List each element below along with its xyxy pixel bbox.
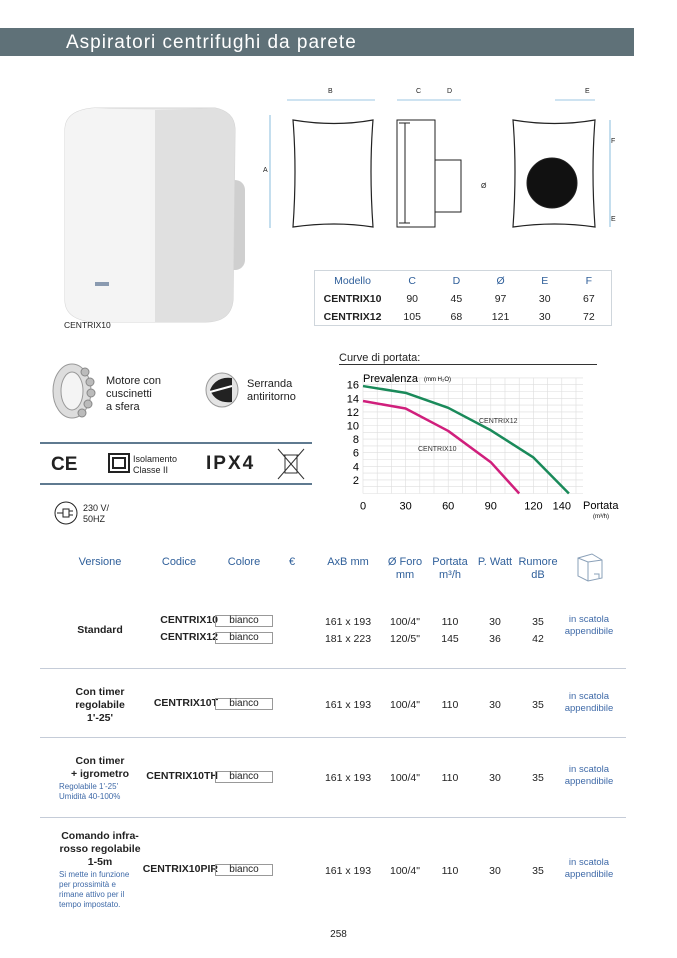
packaging-note: in scatola appendibile — [564, 614, 614, 637]
cell: 121 — [491, 310, 510, 323]
series-label: CENTRIX10 — [418, 446, 457, 453]
col-diam: Ø — [496, 274, 505, 287]
foro: 100/4" — [389, 865, 420, 877]
version-note: Regolabile 1'-25' Umidità 40-100% — [59, 782, 121, 801]
col-c: C — [408, 274, 416, 287]
dimensions-header — [315, 272, 611, 289]
backdraft-damper-icon — [202, 370, 242, 410]
row-divider — [40, 668, 626, 669]
rumore: 42 — [532, 633, 544, 645]
cell: 30 — [538, 292, 551, 305]
version-note: Si mette in funzione per prossimità e rimane attivo per il tempo impostato. — [59, 870, 130, 909]
color-field: bianco — [215, 632, 273, 644]
version-label: Comando infra- rosso regolabile 1-5m — [59, 830, 141, 868]
dim-label-c: C — [416, 88, 422, 95]
rumore: 35 — [532, 772, 544, 784]
dimensions-row — [315, 290, 611, 307]
version-label: Con timer + igrometro — [70, 755, 130, 780]
version-label: Standard — [77, 624, 123, 636]
axb: 181 x 223 — [324, 633, 372, 645]
row-divider — [40, 737, 626, 738]
product-code: CENTRIX10T — [153, 697, 218, 709]
dim-label-e-bottom: E — [611, 216, 616, 223]
col-portata: Portata m³/h — [432, 556, 468, 581]
foro: 120/5" — [389, 633, 420, 645]
dim-label-b: B — [328, 88, 333, 95]
col-foro: Ø Foro mm — [387, 556, 423, 581]
cell: 30 — [538, 310, 551, 323]
cell: 97 — [494, 292, 507, 305]
watt: 30 — [489, 699, 501, 711]
flow-curve-chart — [330, 368, 630, 523]
x-tick-label: 120 — [524, 500, 543, 513]
packaging-note: in scatola appendibile — [564, 764, 614, 787]
x-tick-label: 30 — [399, 500, 412, 513]
product-code: CENTRIX10TH — [146, 770, 218, 782]
plug-icon — [53, 500, 79, 526]
portata: 110 — [441, 616, 459, 628]
y-axis-unit: (mm H₂O) — [424, 377, 451, 383]
col-price: € — [288, 556, 296, 568]
insulation-label: Isolamento Classe II — [133, 454, 178, 475]
power-label: 230 V/ 50HZ — [83, 503, 110, 524]
photo-caption: CENTRIX10 — [64, 320, 111, 330]
color-field: bianco — [215, 864, 273, 876]
feature-damper: Serranda antiritorno — [247, 378, 296, 403]
dim-label-diam: Ø — [481, 183, 487, 190]
axb: 161 x 193 — [324, 772, 372, 784]
foro: 100/4" — [389, 772, 420, 784]
y-tick-label: 10 — [346, 420, 359, 433]
axb: 161 x 193 — [324, 865, 372, 877]
row-divider — [40, 817, 626, 818]
portata: 110 — [441, 699, 459, 711]
cell: CENTRIX10 — [323, 292, 382, 305]
col-f: F — [585, 274, 593, 287]
x-tick-label: 90 — [484, 500, 497, 513]
watt: 36 — [489, 633, 501, 645]
ce-mark-icon: CE — [51, 454, 78, 475]
packaging-note: in scatola appendibile — [564, 857, 614, 880]
series-label: CENTRIX12 — [479, 418, 518, 425]
cell: 72 — [583, 310, 595, 323]
divider — [40, 442, 312, 444]
y-tick-label: 4 — [352, 461, 359, 474]
y-tick-label: 12 — [346, 406, 359, 419]
product-code: CENTRIX10 — [160, 614, 218, 626]
weee-bin-icon — [276, 447, 306, 481]
color-field: bianco — [215, 615, 273, 627]
rumore: 35 — [532, 865, 544, 877]
version-label: Con timer regolabile 1'-25' — [75, 686, 125, 724]
color-field: bianco — [215, 698, 273, 710]
col-codice: Codice — [161, 556, 197, 568]
chart-title: Curve di portata: — [339, 352, 597, 365]
x-tick-label: 140 — [552, 500, 571, 513]
dimensions-row — [315, 308, 611, 325]
class-ii-icon — [108, 453, 130, 473]
dimensions-table — [314, 270, 612, 326]
divider — [40, 483, 312, 485]
foro: 100/4" — [389, 699, 420, 711]
y-axis-label: Prevalenza — [363, 373, 419, 385]
page-title: Aspiratori centrifughi da parete — [66, 32, 357, 53]
col-modello: Modello — [334, 274, 371, 287]
cell: 67 — [583, 292, 595, 305]
rumore: 35 — [532, 616, 544, 628]
y-tick-label: 14 — [346, 393, 359, 406]
x-axis-label: Portata — [583, 500, 619, 512]
product-photo — [55, 90, 255, 330]
cell: CENTRIX12 — [323, 310, 382, 323]
y-tick-label: 16 — [346, 379, 359, 392]
x-tick-label: 0 — [359, 500, 367, 513]
ipx4-label: IPX4 — [206, 453, 256, 474]
dim-label-d: D — [447, 88, 453, 95]
ball-bearing-icon — [50, 362, 102, 420]
col-watt: P. Watt — [477, 556, 513, 568]
watt: 30 — [489, 616, 501, 628]
x-tick-label: 60 — [442, 500, 455, 513]
col-rumore: Rumore dB — [518, 556, 558, 581]
axb: 161 x 193 — [324, 616, 372, 628]
cell: 90 — [406, 292, 419, 305]
cell: 68 — [450, 310, 463, 323]
axb: 161 x 193 — [324, 699, 372, 711]
series-line-centrix12 — [363, 386, 569, 493]
x-axis-unit: (m³/h) — [593, 514, 609, 520]
feature-motor: Motore con cuscinetti a sfera — [106, 375, 162, 413]
packaging-note: in scatola appendibile — [564, 691, 614, 714]
col-colore: Colore — [227, 556, 261, 568]
portata: 110 — [441, 772, 459, 784]
product-code: CENTRIX10PIR — [142, 863, 218, 875]
col-d: D — [452, 274, 461, 287]
technical-drawing — [255, 85, 635, 245]
dim-label-e-top: E — [585, 88, 590, 95]
col-axb: AxB mm — [327, 556, 369, 568]
dim-label-f: F — [611, 138, 616, 145]
color-field: bianco — [215, 771, 273, 783]
y-tick-label: 2 — [352, 474, 359, 487]
watt: 30 — [489, 865, 501, 877]
foro: 100/4" — [389, 616, 420, 628]
portata: 145 — [441, 633, 459, 645]
box-icon — [574, 548, 606, 582]
cell: 105 — [403, 310, 421, 323]
col-versione: Versione — [78, 556, 122, 568]
y-tick-label: 6 — [352, 447, 359, 460]
rumore: 35 — [532, 699, 544, 711]
product-code: CENTRIX12 — [160, 631, 218, 643]
portata: 110 — [441, 865, 459, 877]
dim-label-a: A — [263, 167, 268, 174]
watt: 30 — [489, 772, 501, 784]
col-e: E — [541, 274, 549, 287]
y-tick-label: 8 — [352, 434, 359, 447]
page-header — [0, 28, 634, 56]
cell: 45 — [450, 292, 463, 305]
page-number: 258 — [330, 929, 347, 940]
